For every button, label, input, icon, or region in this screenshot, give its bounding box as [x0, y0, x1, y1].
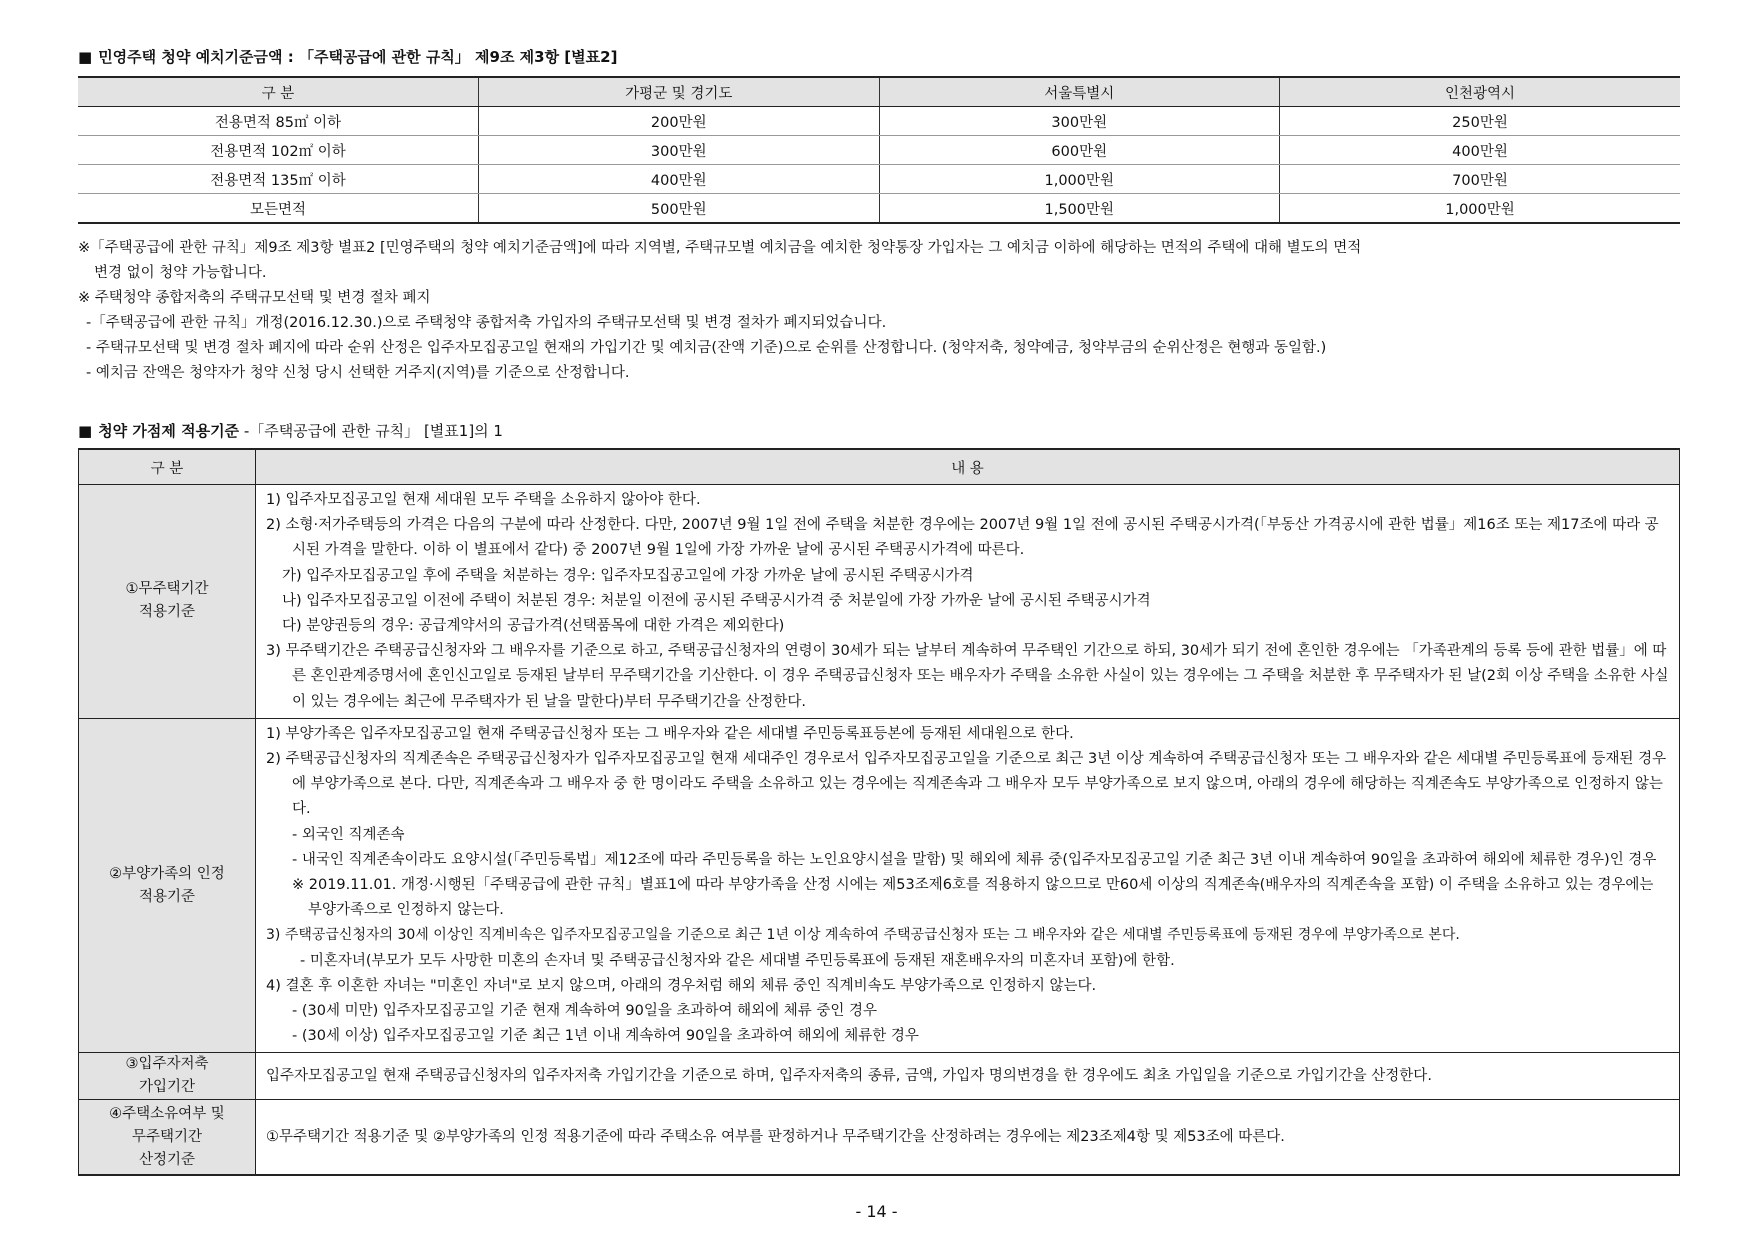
content-line: 2) 소형·저가주택등의 가격은 다음의 구분에 따라 산정한다. 다만, 2007년 9월 1일 전에 주택을 처분한 경우에는 2007년 9월 1일 전에 공시된 주택공시가격(「부동산 가격공시에 관한 법률」제16조 또는 제17조에 따라 공시된 가격을 말한다. 이하 이 별표에서 같다) 중 2007년 9월 1일에 가장 가까운 날에 공시된 주택공시가격에 따른다.: [266, 517, 1659, 559]
row-label-line: 무주택기간: [131, 1128, 203, 1145]
content-line: 2) 주택공급신청자의 직계존속은 주택공급신청자가 입주자모집공고일 현재 세대주인 경우로서 입주자모집공고일을 기준으로 최근 3년 이상 계속하여 주택공급신청자 또는 그 배우자와 같은 세대별 주민등록표에 등재된 경우에 부양가족으로 본다. 다만, 직계존속과 그 배우자 중 한 명이라도 주택을 소유하고 있는 경우에는 직계존속과 그 배우자 모두 부양가족으로 보지 않으며, 아래의 경우에 해당하는 직계존속도 부양가족으로 인정하지 않는다.: [266, 751, 1667, 818]
note-line: -「주택공급에 관한 규칙」개정(2016.12.30.)으로 주택청약 종합저축 가입자의 주택규모선택 및 변경 절차가 폐지되었습니다.: [86, 315, 887, 331]
score-criteria-table: [78, 448, 1680, 1176]
content-line: 4) 결혼 후 이혼한 자녀는 "미혼인 자녀"로 보지 않으며, 아래의 경우처럼 해외 체류 중인 직계비속도 부양가족으로 인정하지 않는다.: [266, 977, 1097, 994]
deposit-header-incheon: 인천광역시: [1280, 77, 1681, 107]
table-cell: 200만원: [479, 107, 880, 136]
row-label-line: ②부양가족의 인정: [109, 865, 225, 882]
criteria-header-category: 구 분: [79, 449, 256, 485]
table-row: [78, 136, 1680, 165]
table-cell: 700만원: [1280, 165, 1681, 194]
table-cell: 400만원: [1280, 136, 1681, 165]
table-cell: 600만원: [879, 136, 1280, 165]
content-line: - 내국인 직계존속이라도 요양시설(「주민등록법」제12조에 따라 주민등록을 하는 노인요양시설을 말함) 및 해외에 체류 중(입주자모집공고일 기준 최근 3년 이내 계속하여 90일을 초과하여 해외에 체류한 경우)인 경우: [292, 851, 1657, 868]
table-cell: 1,000만원: [1280, 194, 1681, 224]
content-line: - 외국인 직계존속: [292, 826, 405, 843]
table-cell: 500만원: [479, 194, 880, 224]
square-bullet-icon: ■: [78, 48, 93, 66]
content-line: 가) 입주자모집공고일 후에 주택을 처분하는 경우: 입주자모집공고일에 가장 가까운 날에 공시된 주택공시가격: [282, 567, 974, 584]
table-cell: 전용면적 135㎡ 이하: [78, 165, 479, 194]
table-cell: 1,500만원: [879, 194, 1280, 224]
page-number: - 14 -: [855, 1202, 898, 1221]
table-row: [78, 165, 1680, 194]
row-content: [256, 485, 1680, 719]
row-label-line: 가입기간: [138, 1079, 196, 1096]
section2-title-text: 청약 가점제 적용기준: [98, 422, 240, 440]
table-cell: 1,000만원: [879, 165, 1280, 194]
content-line: 다) 분양권등의 경우: 공급계약서의 공급가격(선택품목에 대한 가격은 제외한다): [282, 618, 785, 635]
row-label-line: ①무주택기간: [125, 581, 209, 598]
table-cell: 전용면적 102㎡ 이하: [78, 136, 479, 165]
content-line: - (30세 이상) 입주자모집공고일 기준 최근 1년 이내 계속하여 90일을 초과하여 해외에 체류한 경우: [292, 1028, 919, 1045]
document-page: [78, 44, 1680, 1176]
row-label-line: ③입주자저축: [125, 1056, 209, 1073]
criteria-row-dependents: [79, 718, 1680, 1053]
section1-notes: [78, 236, 1680, 386]
criteria-row-savings-period: [79, 1053, 1680, 1100]
note-line: ※ 주택청약 종합저축의 주택규모선택 및 변경 절차 폐지: [78, 290, 431, 306]
content-line: 3) 무주택기간은 주택공급신청자와 그 배우자를 기준으로 하고, 주택공급신청자의 연령이 30세가 되는 날부터 계속하여 무주택인 기간으로 하되, 30세가 되기 전에 혼인한 경우에는 「가족관계의 등록 등에 관한 법률」에 따른 혼인관계증명서에 혼인신고일로 등재된 날부터 무주택기간을 기산한다. 이 경우 주택공급신청자 또는 배우자가 주택을 소유한 사실이 있는 경우에는 그 주택을 처분한 후 무주택자가 된 날(2회 이상 주택을 소유한 사실이 있는 경우에는 최근에 무주택자가 된 날을 말한다)부터 무주택기간을 산정한다.: [266, 643, 1669, 710]
section2-title: [78, 418, 1680, 444]
content-line: 1) 입주자모집공고일 현재 세대원 모두 주택을 소유하지 않아야 한다.: [266, 492, 701, 508]
row-content: ①무주택기간 적용기준 및 ②부양가족의 인정 적용기준에 따라 주택소유 여부를 판정하거나 무주택기간을 산정하려는 경우에는 제23조제4항 및 제53조에 따른다.: [256, 1100, 1680, 1176]
table-cell: 400만원: [479, 165, 880, 194]
criteria-table-header: [79, 449, 1680, 485]
table-cell: 300만원: [479, 136, 880, 165]
row-label-line: 적용기준: [138, 604, 196, 621]
row-content: [256, 718, 1680, 1053]
note-line: 변경 없이 청약 가능합니다.: [94, 265, 267, 281]
criteria-row-house-ownership: [79, 1100, 1680, 1176]
row-label-line: 산정기준: [138, 1151, 196, 1168]
table-cell: 300만원: [879, 107, 1280, 136]
note-line: ※「주택공급에 관한 규칙」제9조 제3항 별표2 [민영주택의 청약 예치기준금액]에 따라 지역별, 주택규모별 예치금을 예치한 청약통장 가입자는 그 예치금 이하에 해당하는 면적의 주택에 대해 별도의 면적: [78, 240, 1362, 256]
criteria-header-content: 내 용: [256, 449, 1680, 485]
row-label-line: 적용기준: [138, 888, 196, 905]
row-label-line: ④주택소유여부 및: [109, 1105, 225, 1122]
content-line: 나) 입주자모집공고일 이전에 주택이 처분된 경우: 처분일 이전에 공시된 주택공시가격 중 처분일에 가장 가까운 날에 공시된 주택공시가격: [282, 592, 1151, 609]
table-row: [78, 107, 1680, 136]
deposit-table-header: [78, 77, 1680, 107]
table-cell: 모든면적: [249, 201, 307, 218]
section1-title: [78, 44, 1680, 70]
deposit-header-seoul: 서울특별시: [879, 77, 1280, 107]
content-line: - 미혼자녀(부모가 모두 사망한 미혼의 손자녀 및 주택공급신청자와 같은 세대별 주민등록표에 등재된 재혼배우자의 미혼자녀 포함)에 한함.: [300, 952, 1175, 969]
criteria-row-no-house-period: [79, 485, 1680, 719]
content-line: - (30세 미만) 입주자모집공고일 기준 현재 계속하여 90일을 초과하여 해외에 체류 중인 경우: [292, 1003, 877, 1020]
deposit-table: [78, 76, 1680, 224]
section1-title-text: 민영주택 청약 예치기준금액 : 「주택공급에 관한 규칙」 제9조 제3항 [별표2]: [98, 48, 618, 66]
note-line: - 주택규모선택 및 변경 절차 폐지에 따라 순위 산정은 입주자모집공고일 현재의 가입기간 및 예치금(잔액 기준)으로 순위를 산정합니다. (청약저축, 청약예금, 청약부금의 순위산정은 현행과 동일함.): [86, 340, 1327, 356]
square-bullet-icon: ■: [78, 422, 93, 440]
row-content: 입주자모집공고일 현재 주택공급신청자의 입주자저축 가입기간을 기준으로 하며, 입주자저축의 종류, 금액, 가입자 명의변경을 한 경우에도 최초 가입일을 기준으로 가입기간을 산정한다.: [256, 1053, 1680, 1100]
content-line: ※ 2019.11.01. 개정·시행된「주택공급에 관한 규칙」별표1에 따라 부양가족을 산정 시에는 제53조제6호를 적용하지 않으므로 만60세 이상의 직계존속(배우자의 직계존속을 포함) 이 주택을 소유하고 있는 경우에는 부양가족으로 인정하지 않는다.: [292, 877, 1654, 919]
table-cell: 250만원: [1280, 107, 1681, 136]
table-row: [78, 194, 1680, 224]
note-line: - 예치금 잔액은 청약자가 청약 신청 당시 선택한 거주지(지역)를 기준으로 산정합니다.: [86, 365, 630, 381]
row-label: [79, 485, 256, 719]
deposit-header-category: 구 분: [78, 77, 479, 107]
row-label: [79, 1053, 256, 1100]
row-label: [79, 718, 256, 1053]
row-label: [79, 1100, 256, 1176]
content-line: 1) 부양가족은 입주자모집공고일 현재 주택공급신청자 또는 그 배우자와 같은 세대별 주민등록표등본에 등재된 세대원으로 한다.: [266, 725, 1074, 742]
content-line: 3) 주택공급신청자의 30세 이상인 직계비속은 입주자모집공고일을 기준으로 최근 1년 이상 계속하여 주택공급신청자 또는 그 배우자와 같은 세대별 주민등록표에 등재된 경우에 부양가족으로 본다.: [266, 927, 1460, 944]
table-cell: 전용면적 85㎡ 이하: [78, 107, 479, 136]
deposit-header-gyeonggi: 가평군 및 경기도: [479, 77, 880, 107]
section2-subtitle: -「주택공급에 관한 규칙」 [별표1]의 1: [239, 422, 503, 440]
